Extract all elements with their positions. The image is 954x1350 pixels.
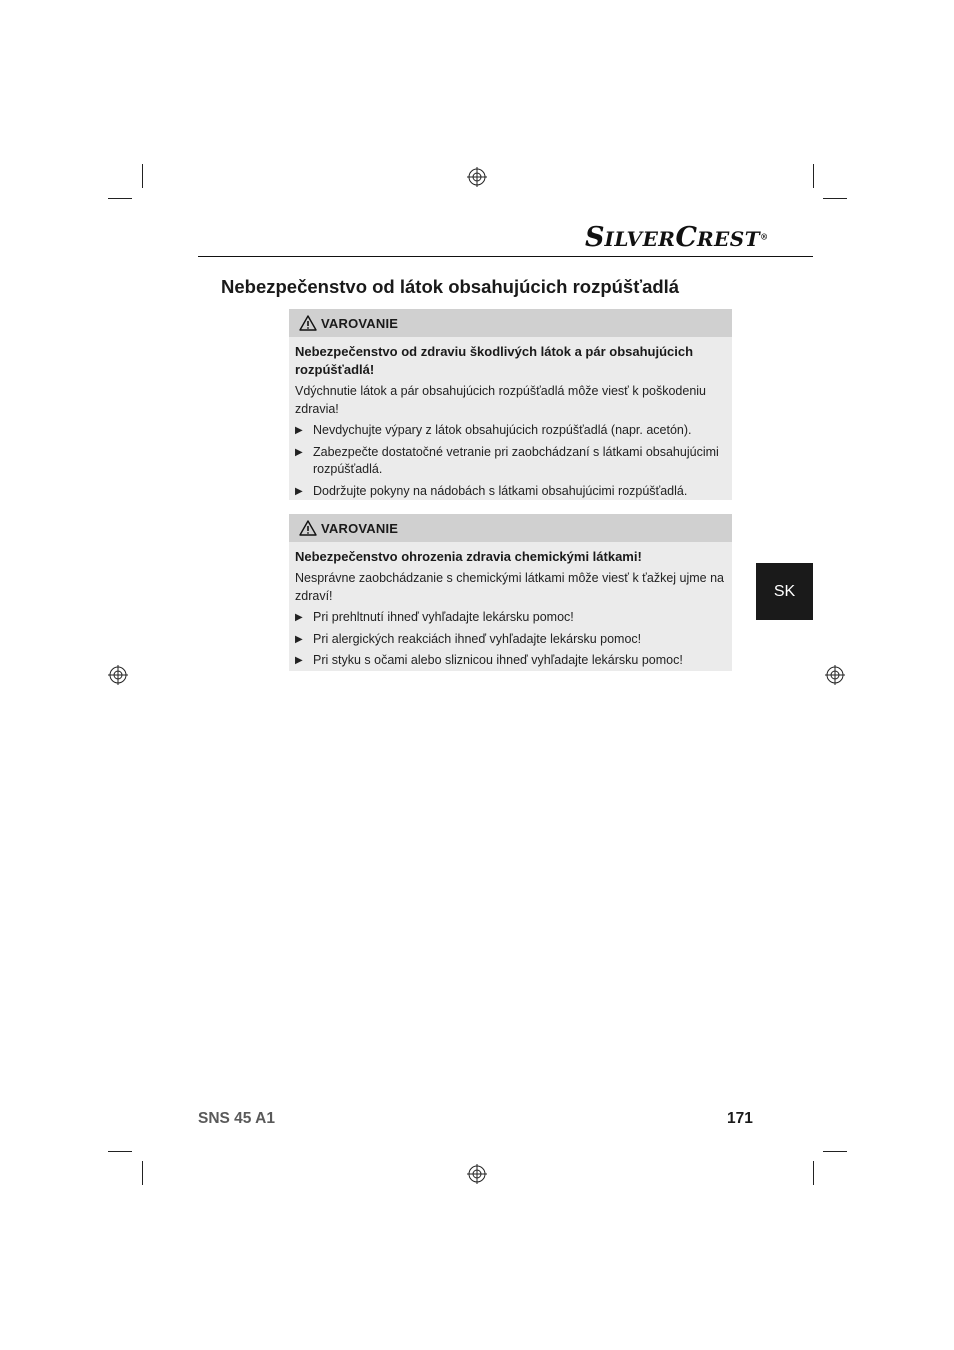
warning-text: Nesprávne zaobchádzanie s chemickými látkami môže viesť k ťažkej ujme na zdraví!: [295, 571, 724, 603]
list-item: [295, 609, 726, 627]
list-item-text: Pri alergických reakciách ihneď vyhľadajte lekársku pomoc!: [313, 631, 642, 646]
list-item: [295, 652, 726, 670]
registration-mark-icon: [467, 167, 487, 187]
warning-triangle-icon: [299, 520, 317, 536]
crop-mark: [823, 198, 847, 199]
bullet-arrow-icon: ▶: [295, 655, 303, 666]
brand-letter: C: [675, 222, 697, 253]
crop-mark: [108, 1151, 132, 1152]
brand-logo: [585, 222, 769, 253]
warning-subtitle: Nebezpečenstvo ohrozenia zdravia chemickými látkami!: [295, 549, 642, 564]
crop-mark: [823, 1151, 847, 1152]
crop-mark: [813, 1161, 814, 1185]
list-item-text: Dodržujte pokyny na nádobách s látkami obsahujúcimi rozpúšťadlá.: [313, 483, 688, 498]
section-title: Nebezpečenstvo od látok obsahujúcich rozpúšťadlá: [221, 276, 680, 297]
list-item: [295, 444, 726, 479]
list-item-text: Nevdychujte výpary z látok obsahujúcich rozpúšťadlá (napr. acetón).: [313, 423, 692, 437]
warning-box: [289, 514, 732, 671]
warning-box: [289, 309, 732, 500]
crop-mark: [813, 164, 814, 188]
registered-mark: ®: [760, 231, 769, 242]
list-item-text: Zabezpečte dostatočné vetranie pri zaobchádzaní s látkami obsahujúcimi rozpúšťadlá.: [313, 444, 719, 476]
warning-header: [289, 514, 732, 542]
bullet-arrow-icon: ▶: [295, 425, 303, 436]
brand-letters: ILVER: [604, 227, 676, 251]
warning-label: VAROVANIE: [321, 520, 399, 536]
warning-label: VAROVANIE: [321, 315, 399, 331]
list-item: [295, 483, 726, 501]
brand-letters: REST: [696, 227, 761, 251]
bullet-arrow-icon: ▶: [295, 612, 303, 623]
registration-mark-icon: [108, 665, 128, 685]
bullet-arrow-icon: ▶: [295, 446, 303, 458]
crop-mark: [108, 198, 132, 199]
list-item-text: Pri styku s očami alebo sliznicou ihneď vyhľadajte lekársku pomoc!: [313, 653, 683, 667]
language-tab: SK: [756, 563, 813, 620]
warning-subtitle: Nebezpečenstvo od zdraviu škodlivých látok a pár obsahujúcich rozpúšťadlá!: [295, 344, 694, 377]
list-item: [295, 422, 726, 440]
registration-mark-icon: [467, 1164, 487, 1184]
crop-mark: [142, 164, 143, 188]
warning-triangle-icon: [299, 315, 317, 331]
footer-model: SNS 45 A1: [198, 1110, 275, 1127]
warning-header: [289, 309, 732, 337]
list-item-text: Pri prehltnutí ihneď vyhľadajte lekársku pomoc!: [313, 610, 574, 624]
list-item: [295, 631, 726, 649]
warning-text: Vdýchnutie látok a pár obsahujúcich rozpúšťadlá môže viesť k poškodeniu zdravia!: [295, 384, 707, 416]
bullet-arrow-icon: ▶: [295, 633, 303, 645]
brand-letter: S: [585, 222, 605, 253]
page-number: 171: [727, 1110, 753, 1127]
crop-mark: [142, 1161, 143, 1185]
registration-mark-icon: [825, 665, 845, 685]
bullet-arrow-icon: ▶: [295, 485, 303, 497]
header-rule: [198, 256, 813, 257]
